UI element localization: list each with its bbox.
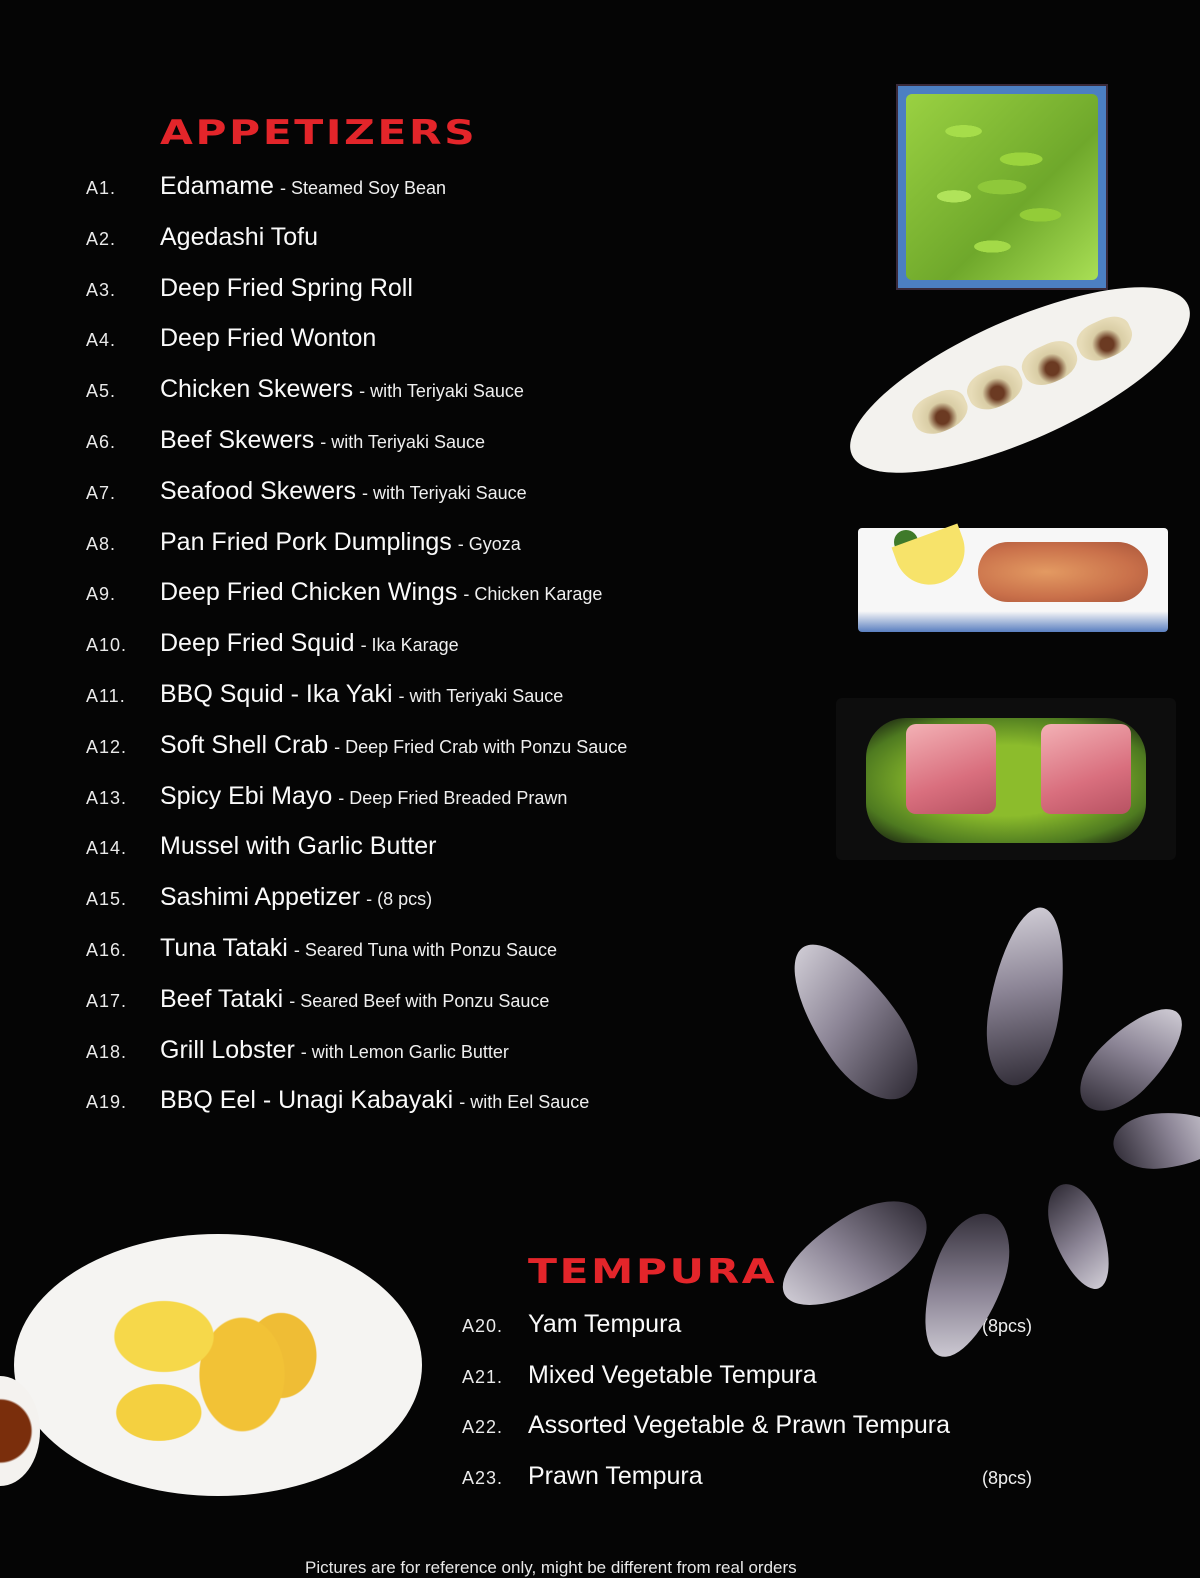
tuna-tataki-photo [836, 698, 1176, 860]
item-code: A4. [86, 330, 117, 351]
item-code: A5. [86, 381, 117, 402]
item-desc: - with Eel Sauce [459, 1092, 590, 1113]
appetizers-list [86, 172, 627, 1137]
item-name: Grill Lobster [160, 1035, 295, 1064]
item-name: Prawn Tempura [528, 1461, 703, 1490]
menu-item [86, 731, 627, 782]
chicken-skewers-photo [858, 528, 1168, 632]
item-desc: - Gyoza [457, 533, 521, 554]
item-name: Deep Fried Wonton [160, 324, 377, 353]
disclaimer-footer: Pictures are for reference only, might be different from real orders [305, 1558, 797, 1577]
menu-item [86, 477, 627, 528]
menu-item [86, 528, 627, 579]
item-code: A12. [86, 736, 128, 757]
item-code: A14. [86, 838, 128, 859]
item-code: A10. [86, 635, 128, 656]
item-name: Deep Fried Chicken Wings [160, 578, 458, 607]
item-code: A20. [462, 1316, 504, 1336]
item-desc: - Deep Fried Breaded Prawn [338, 787, 568, 808]
menu-item [86, 680, 627, 731]
item-name: BBQ Squid - Ika Yaki [160, 679, 393, 708]
item-qty: (8pcs) [981, 1316, 1032, 1336]
item-code: A6. [86, 431, 117, 452]
item-code: A9. [86, 584, 117, 605]
menu-item [86, 578, 627, 629]
item-desc: - Chicken Karage [463, 584, 603, 605]
item-code: A17. [86, 990, 128, 1011]
menu-item [86, 985, 627, 1036]
item-name: Deep Fried Spring Roll [160, 273, 413, 302]
item-desc: - with Teriyaki Sauce [320, 431, 485, 452]
menu-item [462, 1462, 1032, 1513]
item-name: Tuna Tataki [160, 933, 288, 962]
menu-item [86, 426, 627, 477]
item-desc: - with Teriyaki Sauce [398, 685, 564, 706]
item-code: A15. [86, 889, 128, 910]
item-name: Mixed Vegetable Tempura [528, 1360, 817, 1389]
item-name: Beef Tataki [160, 984, 284, 1013]
menu-item [86, 883, 627, 934]
menu-item [86, 934, 627, 985]
decorative-flower-graphic [846, 905, 1166, 1225]
item-code: A11. [86, 685, 126, 706]
item-desc: - (8 pcs) [366, 889, 433, 910]
item-name: BBQ Eel - Unagi Kabayaki [160, 1086, 454, 1115]
item-code: A8. [86, 533, 117, 554]
item-name: Chicken Skewers [160, 375, 354, 404]
item-name: Seafood Skewers [160, 476, 356, 505]
item-code: A22. [462, 1417, 504, 1437]
item-name: Soft Shell Crab [160, 730, 329, 759]
item-code: A2. [86, 228, 117, 249]
item-desc: - Seared Beef with Ponzu Sauce [289, 990, 550, 1011]
item-name: Beef Skewers [160, 425, 315, 454]
appetizers-heading: APPETIZERS [160, 113, 478, 153]
item-desc: - with Teriyaki Sauce [361, 482, 527, 503]
edamame-photo [896, 84, 1108, 290]
item-name: Mussel with Garlic Butter [160, 832, 437, 861]
menu-item [86, 324, 627, 375]
item-qty: (8pcs) [981, 1467, 1032, 1488]
item-code: A18. [86, 1041, 128, 1062]
item-code: A1. [86, 178, 117, 198]
menu-item [462, 1411, 1032, 1462]
menu-item [86, 629, 627, 680]
item-name: Edamame [160, 172, 274, 200]
tempura-heading: TEMPURA [528, 1252, 778, 1292]
menu-item [86, 832, 627, 883]
item-code: A3. [86, 279, 117, 300]
item-desc: - Deep Fried Crab with Ponzu Sauce [334, 736, 628, 757]
item-name: Yam Tempura [528, 1310, 682, 1338]
item-desc: - Ika Karage [360, 635, 459, 656]
item-code: A23. [462, 1467, 504, 1488]
item-desc: - Steamed Soy Bean [279, 178, 447, 198]
item-desc: - Seared Tuna with Ponzu Sauce [293, 939, 558, 960]
item-name: Deep Fried Squid [160, 629, 355, 658]
menu-item [86, 172, 627, 223]
item-name: Sashimi Appetizer [160, 883, 361, 912]
menu-item [86, 782, 627, 833]
menu-item [86, 1086, 627, 1137]
menu-item [86, 274, 627, 325]
menu-item [462, 1361, 1032, 1412]
item-name: Pan Fried Pork Dumplings [160, 527, 452, 556]
tempura-photo [14, 1234, 422, 1496]
menu-item [86, 1036, 627, 1087]
item-code: A13. [86, 787, 128, 808]
item-name: Assorted Vegetable & Prawn Tempura [528, 1411, 951, 1439]
item-code: A16. [86, 939, 128, 960]
item-code: A19. [86, 1092, 128, 1113]
item-desc: - with Lemon Garlic Butter [300, 1041, 509, 1062]
menu-item [86, 375, 627, 426]
item-code: A7. [86, 482, 117, 503]
item-name: Agedashi Tofu [160, 222, 318, 251]
item-name: Spicy Ebi Mayo [160, 781, 333, 810]
menu-item [86, 223, 627, 274]
item-code: A21. [462, 1366, 504, 1387]
item-desc: - with Teriyaki Sauce [359, 381, 524, 402]
